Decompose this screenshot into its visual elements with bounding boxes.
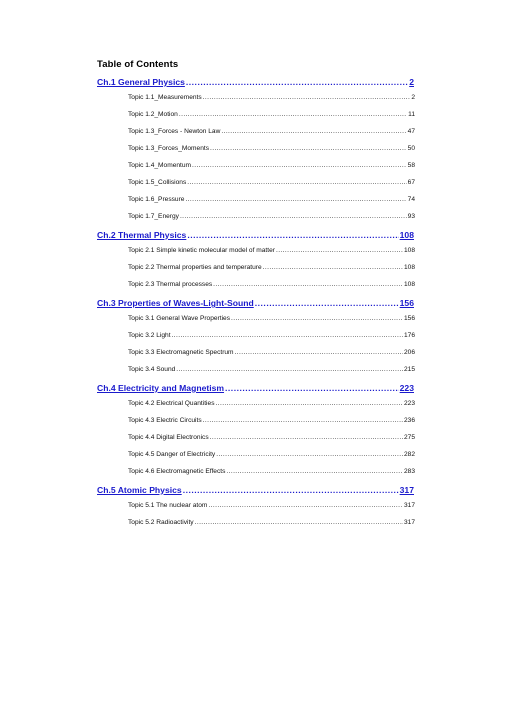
dot-leader <box>235 349 403 357</box>
topic-page-number[interactable]: 2 <box>411 94 415 101</box>
dot-leader <box>221 128 406 136</box>
topic-label[interactable]: Topic 1.7_Energy <box>128 213 179 220</box>
toc-topic[interactable] <box>128 519 415 536</box>
topic-page-number[interactable]: 108 <box>403 281 415 288</box>
toc-topic[interactable] <box>128 213 415 230</box>
toc-topic[interactable] <box>128 145 415 162</box>
topic-label[interactable]: Topic 3.4 Sound <box>128 366 176 373</box>
topic-label[interactable]: Topic 1.4_Momentum <box>128 162 192 169</box>
topic-label[interactable]: Topic 1.2_Motion <box>128 111 178 118</box>
dot-leader <box>210 434 403 442</box>
chapter-label[interactable]: Ch.4 Electricity and Magnetism <box>97 383 225 393</box>
chapter-label[interactable]: Ch.1 General Physics <box>97 77 185 87</box>
dot-leader <box>213 281 403 289</box>
topic-page-number[interactable]: 50 <box>407 145 415 152</box>
topic-page-number[interactable]: 74 <box>407 196 415 203</box>
chapter-page-number[interactable]: 156 <box>399 298 414 308</box>
topic-page-number[interactable]: 223 <box>403 400 415 407</box>
toc-chapter-5[interactable] <box>97 485 414 502</box>
dot-leader <box>187 230 398 238</box>
topic-page-number[interactable]: 93 <box>407 213 415 220</box>
dot-leader <box>195 519 403 527</box>
dot-leader <box>216 400 403 408</box>
chapter-page-number[interactable]: 223 <box>399 383 414 393</box>
topic-page-number[interactable]: 108 <box>403 264 415 271</box>
toc-topic[interactable] <box>128 247 415 264</box>
topic-page-number[interactable]: 47 <box>407 128 415 135</box>
topic-page-number[interactable]: 176 <box>403 332 415 339</box>
topic-page-number[interactable]: 108 <box>403 247 415 254</box>
topic-page-number[interactable]: 283 <box>403 468 415 475</box>
chapter-label[interactable]: Ch.2 Thermal Physics <box>97 230 187 240</box>
topic-label[interactable]: Topic 1.3_Forces_Moments <box>128 145 209 152</box>
dot-leader <box>187 179 406 187</box>
topic-page-number[interactable]: 236 <box>403 417 415 424</box>
toc-chapter-4[interactable] <box>97 383 414 400</box>
dot-leader <box>208 502 403 510</box>
toc-title: Table of Contents <box>97 59 179 70</box>
toc-chapter-1[interactable] <box>97 77 414 94</box>
toc-topic[interactable] <box>128 128 415 145</box>
chapter-label[interactable]: Ch.5 Atomic Physics <box>97 485 182 495</box>
topic-page-number[interactable]: 275 <box>403 434 415 441</box>
chapter-label[interactable]: Ch.3 Properties of Waves-Light-Sound <box>97 298 254 308</box>
topic-label[interactable]: Topic 4.2 Electrical Quantities <box>128 400 215 407</box>
toc-topic[interactable] <box>128 417 415 434</box>
topic-label[interactable]: Topic 3.1 General Wave Properties <box>128 315 231 322</box>
topic-label[interactable]: Topic 1.5_Collisions <box>128 179 187 186</box>
toc-topic[interactable] <box>128 366 415 383</box>
toc-topic[interactable] <box>128 400 415 417</box>
dot-leader <box>210 145 407 153</box>
topic-page-number[interactable]: 317 <box>403 519 415 526</box>
dot-leader <box>172 332 403 340</box>
toc-topic[interactable] <box>128 162 415 179</box>
chapter-page-number[interactable]: 108 <box>399 230 414 240</box>
dot-leader <box>216 451 403 459</box>
topic-label[interactable]: Topic 4.4 Digital Electronics <box>128 434 209 441</box>
topic-page-number[interactable]: 67 <box>407 179 415 186</box>
topic-label[interactable]: Topic 1.6_Pressure <box>128 196 185 203</box>
toc-topic[interactable] <box>128 281 415 298</box>
toc-topic[interactable] <box>128 332 415 349</box>
dot-leader <box>186 77 408 85</box>
topic-page-number[interactable]: 58 <box>407 162 415 169</box>
topic-label[interactable]: Topic 2.3 Thermal processes <box>128 281 213 288</box>
topic-label[interactable]: Topic 4.3 Electric Circuits <box>128 417 202 424</box>
toc-topic[interactable] <box>128 434 415 451</box>
dot-leader <box>180 213 407 221</box>
toc-list <box>0 77 509 536</box>
topic-label[interactable]: Topic 3.3 Electromagnetic Spectrum <box>128 349 234 356</box>
topic-page-number[interactable]: 282 <box>403 451 415 458</box>
topic-page-number[interactable]: 156 <box>403 315 415 322</box>
dot-leader <box>203 94 411 102</box>
topic-label[interactable]: Topic 1.3_Forces - Newton Law <box>128 128 221 135</box>
chapter-page-number[interactable]: 2 <box>409 77 414 87</box>
dot-leader <box>225 383 399 391</box>
toc-topic[interactable] <box>128 179 415 196</box>
topic-label[interactable]: Topic 5.1 The nuclear atom <box>128 502 208 509</box>
toc-topic[interactable] <box>128 111 415 128</box>
toc-topic[interactable] <box>128 315 415 332</box>
topic-label[interactable]: Topic 4.6 Electromagnetic Effects <box>128 468 226 475</box>
dot-leader <box>263 264 403 272</box>
dot-leader <box>185 196 406 204</box>
toc-topic[interactable] <box>128 349 415 366</box>
toc-topic[interactable] <box>128 196 415 213</box>
topic-page-number[interactable]: 215 <box>403 366 415 373</box>
chapter-page-number[interactable]: 317 <box>399 485 414 495</box>
dot-leader <box>176 366 403 374</box>
toc-topic[interactable] <box>128 451 415 468</box>
topic-label[interactable]: Topic 4.5 Danger of Electricity <box>128 451 216 458</box>
topic-label[interactable]: Topic 1.1_Measurements <box>128 94 202 101</box>
toc-chapter-2[interactable] <box>97 230 414 247</box>
dot-leader <box>192 162 407 170</box>
topic-label[interactable]: Topic 5.2 Radioactivity <box>128 519 194 526</box>
dot-leader <box>179 111 407 119</box>
topic-page-number[interactable]: 317 <box>403 502 415 509</box>
dot-leader <box>226 468 403 476</box>
topic-label[interactable]: Topic 3.2 Light <box>128 332 171 339</box>
dot-leader <box>203 417 403 425</box>
dot-leader <box>276 247 403 255</box>
toc-topic[interactable] <box>128 468 415 485</box>
topic-page-number[interactable]: 206 <box>403 349 415 356</box>
dot-leader <box>183 485 399 493</box>
topic-label[interactable]: Topic 2.1 Simple kinetic molecular model of matter <box>128 247 275 254</box>
dot-leader <box>255 298 399 306</box>
dot-leader <box>231 315 403 323</box>
topic-label[interactable]: Topic 2.2 Thermal properties and temperature <box>128 264 262 271</box>
toc-topic[interactable] <box>128 94 415 111</box>
toc-topic[interactable] <box>128 264 415 281</box>
toc-topic[interactable] <box>128 502 415 519</box>
toc-chapter-3[interactable] <box>97 298 414 315</box>
topic-page-number[interactable]: 11 <box>408 111 415 118</box>
